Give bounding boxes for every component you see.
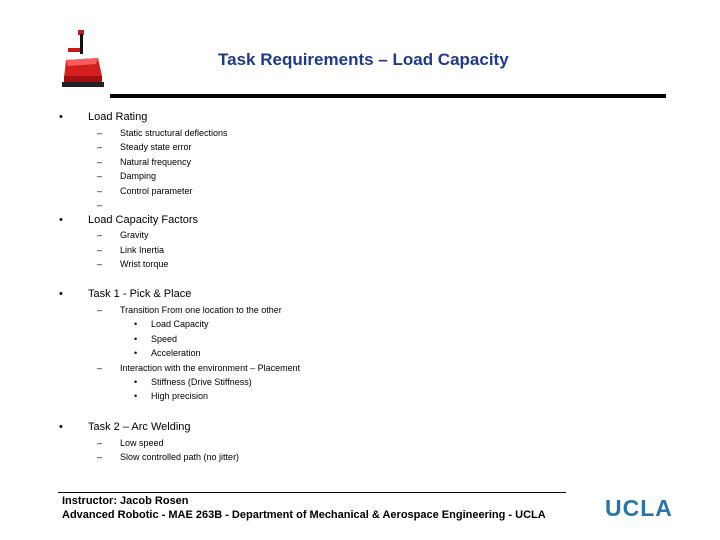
list-item: • High precision [134,391,209,401]
list-item: – Wrist torque [97,259,169,269]
bullet-label: Load Rating [88,111,148,123]
bullet-load-capacity-factors: • Load Capacity Factors [59,214,199,226]
bullet-label: Load Capacity Factors [88,214,199,226]
bullet-dot: • [59,111,63,123]
footer-divider [58,492,566,493]
footer-course: Advanced Robotic - MAE 263B - Department of Mechanical & Aerospace Engineering - UCLA [62,509,546,521]
slide-title: Task Requirements – Load Capacity [218,50,509,69]
list-item: – Low speed [97,438,164,448]
list-item: – Link Inertia [97,245,165,255]
bullet-task1: • Task 1 - Pick & Place [59,288,192,300]
footer-instructor: Instructor: Jacob Rosen [62,495,189,507]
list-item: – Gravity [97,230,149,240]
bullet-label: Task 1 - Pick & Place [88,288,192,300]
list-item: – Static structural deflections [97,128,228,138]
list-item: – Interaction with the environment – Placement [97,363,301,373]
list-item: – Slow controlled path (no jitter) [97,452,240,462]
ucla-logo: UCLA [605,495,673,521]
list-item: – Damping [97,171,157,181]
slide-content: • Load Rating – Static structural deflections – Steady state error – Natural frequency – Damping – Control parameter – • Load Capacity Factors – Gravity – Link Inertia – Wrist torque • Task 1 - Pick & Place – Transition From one location to the other • Load Capacity • Speed • Acceleration – Interaction with the environment – Placement • Stiffness (Drive Stiffness) • High precision • Task 2 – Arc Welding – Low speed – Slow controlled path (no jitter) [59,111,301,462]
list-item: • Load Capacity [134,319,209,329]
bullet-label: Task 2 – Arc Welding [88,421,191,433]
list-item: – Transition From one location to the other [97,305,282,315]
footer [62,494,546,522]
list-item: • Speed [134,334,178,344]
bullet-task2: • Task 2 – Arc Welding [59,421,191,433]
list-item: – Steady state error [97,142,192,152]
list-item: – Control parameter [97,186,193,196]
list-item: • Stiffness (Drive Stiffness) [134,377,252,387]
bullet-load-rating [59,111,148,123]
list-item: – Natural frequency [97,157,192,167]
list-item: • Acceleration [134,348,201,358]
